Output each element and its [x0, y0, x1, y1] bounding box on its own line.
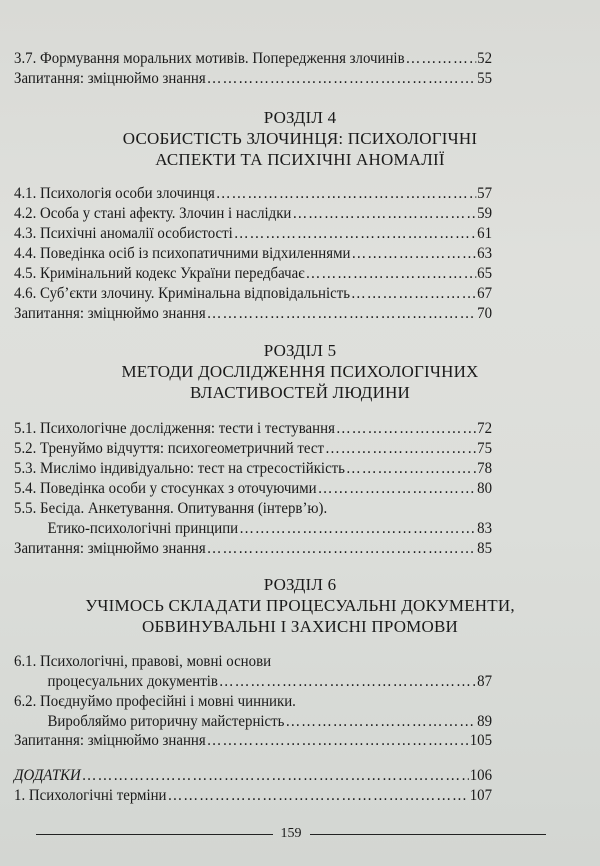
toc-entry [14, 49, 492, 69]
chapter-title-line: АСПЕКТИ ТА ПСИХІЧНІ АНОМАЛІЇ [155, 150, 445, 169]
toc-entry-page: 89 [477, 713, 493, 730]
leader-dots [285, 712, 476, 732]
toc-entry-page: 55 [477, 70, 493, 87]
toc-entry-title: 3.7. Формування моральних мотивів. Попередження злочинів [14, 50, 405, 67]
toc-entry [14, 284, 492, 304]
toc-entry-page: 75 [477, 440, 493, 457]
toc-entry-title: 4.4. Поведінка осіб із психопатичними відхиленнями [14, 245, 351, 262]
leader-dots [234, 224, 477, 244]
toc-entry-page: 78 [477, 460, 493, 477]
toc-entry [14, 304, 492, 324]
toc-entry [14, 264, 492, 284]
toc-entry-title: процесуальних документів [47, 673, 218, 690]
toc-entry [14, 539, 492, 559]
toc-entry-appendix [14, 766, 492, 786]
toc-entry-title: 4.6. Суб’єкти злочину. Кримінальна відповідальність [14, 285, 351, 302]
leader-dots [351, 244, 476, 264]
toc-entry-page: 72 [477, 420, 493, 437]
toc-entry [14, 479, 492, 499]
toc-entry [14, 204, 492, 224]
leader-dots [219, 672, 476, 692]
chapter-title-line: ОСОБИСТІСТЬ ЗЛОЧИНЦЯ: ПСИХОЛОГІЧНІ [122, 129, 478, 148]
toc-entry-title: 4.5. Кримінальний кодекс України передбачає [14, 265, 305, 282]
chapter-number: РОЗДІЛ 6 [263, 575, 337, 594]
leader-dots [351, 284, 476, 304]
leader-dots [336, 419, 476, 439]
leader-dots [239, 519, 476, 539]
chapter-number: РОЗДІЛ 5 [263, 341, 337, 360]
toc-entry-title: 5.1. Психологічне дослідження: тести і тестування [14, 420, 335, 437]
leader-dots [318, 479, 477, 499]
toc-entry-page: 106 [469, 767, 493, 784]
footer-rule-right [310, 834, 547, 835]
chapter-title-line: УЧІМОСЬ СКЛАДАТИ ПРОЦЕСУАЛЬНІ ДОКУМЕНТИ, [85, 596, 515, 615]
toc-entry-title: Етико-психологічні принципи [47, 520, 239, 537]
leader-dots [346, 459, 476, 479]
toc-entry [14, 459, 492, 479]
leader-dots [207, 304, 477, 324]
toc-entry [14, 244, 492, 264]
footer-rule-left [36, 834, 273, 835]
chapter-heading-5 [0, 340, 600, 403]
chapter-heading-4 [0, 107, 600, 170]
toc-entry-page: 67 [477, 285, 493, 302]
toc-entry [14, 439, 492, 459]
toc-entry-title: 5.4. Поведінка особи у стосунках з оточуючими [14, 480, 317, 497]
chapter-title-line: ОБВИНУВАЛЬНІ І ЗАХИСНІ ПРОМОВИ [141, 617, 458, 636]
toc-entry-page: 65 [477, 265, 493, 282]
toc-entry [14, 224, 492, 244]
toc-entry-page: 85 [477, 540, 493, 557]
toc-entry-page: 57 [477, 185, 493, 202]
toc-entry [14, 184, 492, 204]
toc-entry-title: Запитання: зміцнюймо знання [14, 540, 206, 557]
leader-dots [406, 49, 477, 69]
toc-entry-page: 105 [469, 732, 493, 749]
toc-entry [14, 712, 492, 732]
toc-entry-title: 6.1. Психологічні, правові, мовні основи [14, 653, 272, 670]
chapter-heading-6 [0, 574, 600, 637]
page-footer [36, 826, 546, 842]
toc-entry-page: 87 [477, 673, 493, 690]
toc-entry [14, 692, 492, 712]
toc-entry [14, 519, 492, 539]
toc-entry-title: 6.2. Поєднуймо професійні і мовні чинники. [14, 693, 296, 710]
toc-entry-page: 63 [477, 245, 493, 262]
toc-entry-title: ДОДАТКИ [14, 767, 81, 784]
leader-dots [306, 264, 477, 284]
toc-entry [14, 672, 492, 692]
toc-entry-title: 5.3. Мислімо індивідуально: тест на стресостійкість [14, 460, 345, 477]
toc-entry-title: Запитання: зміцнюймо знання [14, 70, 206, 87]
toc-entry-title: Виробляймо риторичну майстерність [47, 713, 285, 730]
leader-dots [167, 786, 468, 806]
toc-entry [14, 69, 492, 89]
toc-entry-title: 1. Психологічні терміни [14, 787, 167, 804]
toc-entry [14, 499, 492, 519]
toc-entry-page: 70 [477, 305, 493, 322]
toc-entry-page: 80 [477, 480, 493, 497]
toc-entry [14, 786, 492, 806]
toc-entry-page: 59 [477, 205, 493, 222]
leader-dots [207, 69, 477, 89]
leader-dots [325, 439, 476, 459]
chapter-number: РОЗДІЛ 4 [263, 108, 337, 127]
toc-entry [14, 419, 492, 439]
toc-entry-page: 52 [477, 50, 493, 67]
toc-entry [14, 731, 492, 751]
toc-entry-title: 4.2. Особа у стані афекту. Злочин і наслідки [14, 205, 292, 222]
toc-entry-page: 61 [477, 225, 493, 242]
toc-entry-title: 5.2. Тренуймо відчуття: психогеометричний тест [14, 440, 325, 457]
leader-dots [292, 204, 476, 224]
leader-dots [207, 731, 469, 751]
toc-entry-title: 4.1. Психологія особи злочинця [14, 185, 215, 202]
toc-entry-title: Запитання: зміцнюймо знання [14, 305, 206, 322]
leader-dots [216, 184, 476, 204]
page-number: 159 [280, 826, 302, 841]
toc-entry-page: 83 [477, 520, 493, 537]
chapter-title-line: МЕТОДИ ДОСЛІДЖЕННЯ ПСИХОЛОГІЧНИХ [121, 362, 479, 381]
toc-entry-page: 107 [469, 787, 493, 804]
chapter-title-line: ВЛАСТИВОСТЕЙ ЛЮДИНИ [189, 383, 411, 402]
leader-dots [82, 766, 469, 786]
leader-dots [207, 539, 477, 559]
toc-entry-title: 4.3. Психічні аномалії особистості [14, 225, 233, 242]
toc-entry-title: 5.5. Бесіда. Анкетування. Опитування (інтерв’ю). [14, 500, 328, 517]
toc-entry-title: Запитання: зміцнюймо знання [14, 732, 206, 749]
toc-entry [14, 652, 492, 672]
